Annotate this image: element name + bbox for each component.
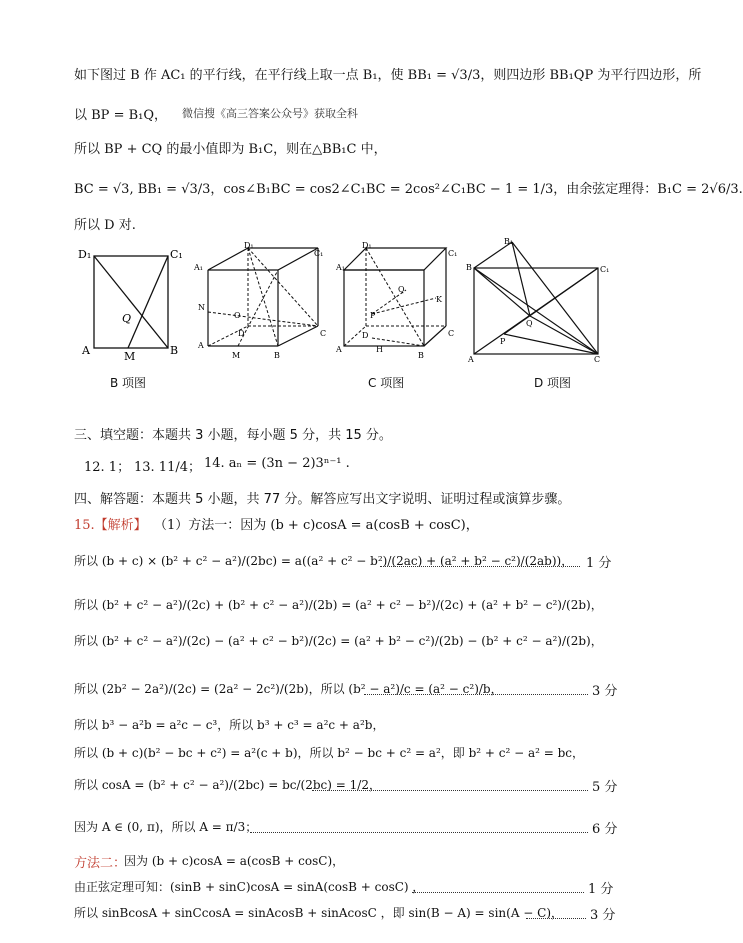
c2-label-H: H xyxy=(376,345,383,354)
label-A: A xyxy=(82,344,90,357)
cube2-top xyxy=(344,248,446,270)
c-label-A1: A₁ xyxy=(194,263,203,272)
method-2-tag: 方法二： xyxy=(74,856,127,871)
figure-c-caption: C 项图 xyxy=(368,376,405,390)
step-2: 所以 (b² + c² − a²)/(2c) + (b² + c² − a²)/(2b) = (a² + c² − b²)/(2c) + (a² + b² − c²)/(2b)， xyxy=(74,598,603,612)
score-3b: 3 分 xyxy=(590,908,616,923)
d-label-B: B xyxy=(466,263,472,272)
step-10: 所以 sinBcosA + sinCcosA = sinAcosB + sinAcosC ，即 sin(B − A) = sin(A − C)， xyxy=(74,906,564,920)
intro-line-4: BC = √3, BB₁ = √3/3，cos∠B₁BC = cos2∠C₁BC = 2cos²∠C₁BC − 1 = 1/3，由余弦定理得：B₁C = 2√6/3. xyxy=(74,182,743,197)
d-label-C1: C₁ xyxy=(600,265,610,274)
c2-label-B: B xyxy=(418,351,424,360)
c-label-C1: C₁ xyxy=(314,249,324,258)
figure-b xyxy=(76,242,188,366)
c2-label-Q: Q xyxy=(398,285,405,294)
label-D1: D₁ xyxy=(78,248,92,261)
step-7: 所以 cosA = (b² + c² − a²)/(2bc) = bc/(2bc) = 1/2， xyxy=(74,778,381,792)
label-C1: C₁ xyxy=(170,248,183,261)
label-Q: Q xyxy=(122,312,132,325)
c-label-N: N xyxy=(198,303,205,312)
c-label-O: O xyxy=(234,311,241,320)
step-9: 由正弦定理可知：(sinB + sinC)cosA = sinA(cosB + cosC) ， xyxy=(74,880,425,894)
dots-5 xyxy=(412,892,584,893)
intro-line-3: 所以 BP + CQ 的最小值即为 B₁C，则在△BB₁C 中， xyxy=(74,142,387,157)
intro-line-1: 如下图过 B 作 AC₁ 的平行线，在平行线上取一点 B₁，使 BB₁ = √3/3，则四边形 BB₁QP 为平行四边形，所 xyxy=(74,68,702,83)
dots-4 xyxy=(250,832,588,833)
dots-3 xyxy=(312,790,588,791)
label-M: M xyxy=(124,350,136,363)
score-1b: 1 分 xyxy=(588,882,614,897)
answer-14: 14. aₙ = (3n − 2)3ⁿ⁻¹ . xyxy=(204,456,350,471)
d-label-P: P xyxy=(500,337,506,346)
d-label-A: A xyxy=(468,355,474,364)
intro-line-2: 以 BP = B₁Q， xyxy=(74,108,168,123)
step-3: 所以 (b² + c² − a²)/(2c) − (a² + c² − b²)/(2c) = (a² + b² − c²)/(2b) − (b² + c² − a²)/(2b)， xyxy=(74,634,603,648)
step-6: 所以 (b + c)(b² − bc + c²) = a²(c + b)，所以 b² − bc + c² = a²，即 b² + c² − a² = bc， xyxy=(74,746,585,760)
q15-method-1: （1）方法一：因为 (b + c)cosA = a(cosB + cosC)， xyxy=(154,518,479,533)
figure-b-diag xyxy=(94,256,168,348)
c2-label-A1: A₁ xyxy=(336,263,345,272)
c-label-A: A xyxy=(198,341,204,350)
score-1: 1 分 xyxy=(586,556,612,571)
step-8: 因为 A ∈ (0, π)，所以 A = π/3； xyxy=(74,820,258,834)
score-5: 5 分 xyxy=(592,780,618,795)
dots-1 xyxy=(380,566,580,567)
figure-c-right xyxy=(336,242,456,366)
c-label-C: C xyxy=(320,329,327,338)
c-label-B: B xyxy=(274,351,280,360)
d-label-C: C xyxy=(594,355,601,364)
q15-tag: 15.【解析】 xyxy=(74,518,147,533)
c-label-D: D xyxy=(238,329,245,338)
c2-label-C1: C₁ xyxy=(448,249,458,258)
answer-13: 13. 11/4； xyxy=(134,460,201,475)
intro-line-5: 所以 D 对. xyxy=(74,218,136,233)
section-4-heading: 四、解答题：本题共 5 小题，共 77 分。解答应写出文字说明、证明过程或演算步骤。 xyxy=(74,492,571,507)
c2-label-P: P xyxy=(370,311,376,320)
step-5: 所以 b³ − a²b = a²c − c³，所以 b³ + c³ = a²c + a²b， xyxy=(74,718,385,732)
figure-d-caption: D 项图 xyxy=(534,376,572,390)
figure-b-line xyxy=(128,256,168,348)
watermark-text: 微信搜《高三答案公众号》获取全科 xyxy=(182,107,358,120)
c-label-M: M xyxy=(232,351,241,360)
step-4: 所以 (2b² − 2a²)/(2c) = (2a² − 2c²)/(2b)，所以 (b² − a²)/c = (a² − c²)/b， xyxy=(74,682,503,696)
d-label-Q: Q xyxy=(526,319,533,328)
c2-label-K: K xyxy=(436,295,442,304)
section-3-heading: 三、填空题：本题共 3 小题，每小题 5 分，共 15 分。 xyxy=(74,428,392,443)
figure-c-left xyxy=(194,242,326,366)
c2-label-D: D xyxy=(362,331,369,340)
method-2-text: 因为 (b + c)cosA = a(cosB + cosC)， xyxy=(124,854,345,868)
answer-12: 12. 1； xyxy=(84,460,131,475)
score-3: 3 分 xyxy=(592,684,618,699)
c2-label-D1: D₁ xyxy=(362,241,372,250)
figure-d xyxy=(464,234,618,366)
c2-label-C: C xyxy=(448,329,455,338)
d-label-B1: B₁ xyxy=(504,237,514,246)
cube1-top xyxy=(208,248,318,270)
step-1: 所以 (b + c) × (b² + c² − a²)/(2bc) = a((a² + c² − b²)/(2ac) + (a² + b² − c²)/(2ab))， xyxy=(74,554,574,568)
dots-6 xyxy=(526,918,586,919)
figure-b-caption: B 项图 xyxy=(110,376,147,390)
c-label-D1: D₁ xyxy=(244,241,254,250)
score-6: 6 分 xyxy=(592,822,618,837)
c2-label-A: A xyxy=(336,345,342,354)
label-B: B xyxy=(170,344,179,357)
dots-2 xyxy=(364,694,588,695)
